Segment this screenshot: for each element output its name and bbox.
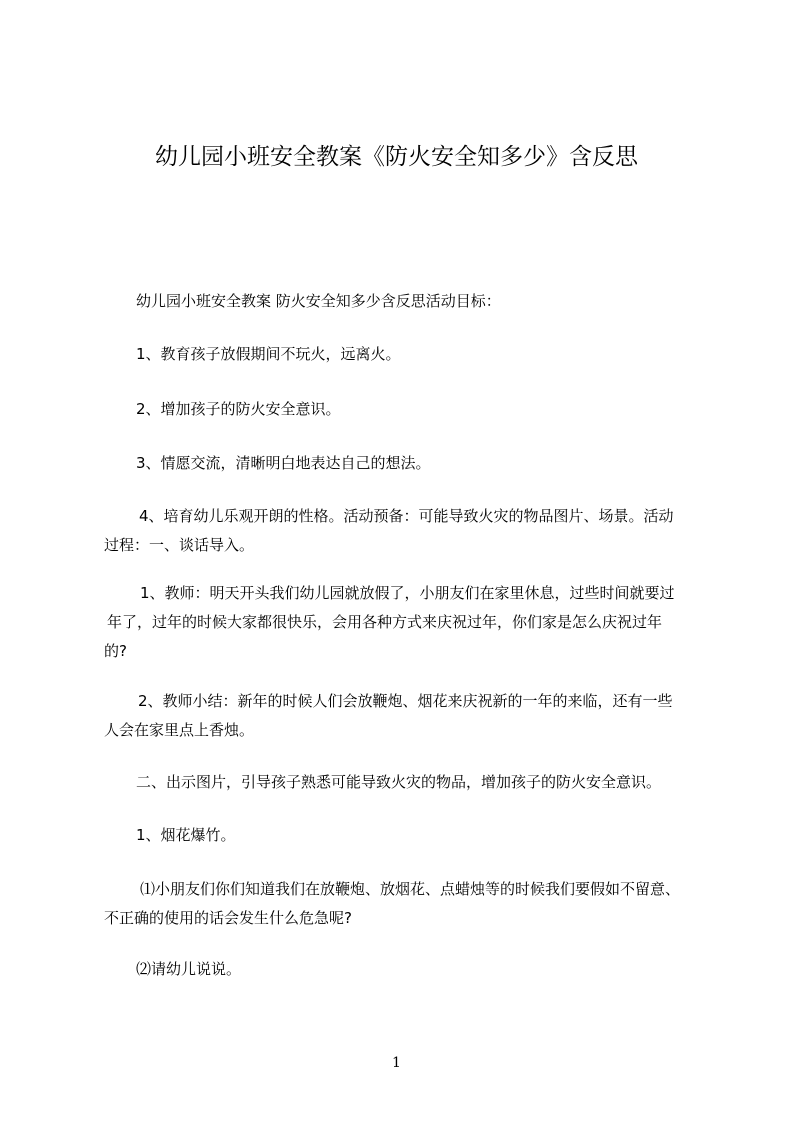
paragraph-line: ⑵请幼儿说说。	[136, 960, 242, 978]
paragraph-line: 4、培育幼儿乐观开朗的性格。活动预备：可能导致火灾的物品图片、场景。活动	[139, 507, 674, 525]
paragraph-line: 1、教育孩子放假期间不玩火，远离火。	[136, 345, 401, 363]
paragraph-line: ⑴小朋友们你们知道我们在放鞭炮、放烟花、点蜡烛等的时候我们要假如不留意、	[140, 880, 681, 898]
paragraph-line: 3、情愿交流，清晰明白地表达自己的想法。	[136, 454, 431, 472]
paragraph-teacher-intro	[104, 579, 675, 666]
paragraph-objective-3	[136, 449, 431, 478]
paragraph-line: 2、增加孩子的防火安全意识。	[136, 400, 341, 418]
paragraph-fireworks	[136, 821, 236, 850]
page-number: 1	[392, 1055, 401, 1071]
paragraph-section-two	[136, 768, 661, 797]
document-title: 幼儿园小班安全教案《防火安全知多少》含反思	[155, 144, 638, 170]
paragraph-line: 幼儿园小班安全教案 防火安全知多少含反思活动目标：	[136, 292, 501, 310]
paragraph-line: 1、教师：明天开头我们幼儿园就放假了，小朋友们在家里休息，过些时间就要过	[140, 584, 675, 602]
paragraph-teacher-summary	[104, 687, 673, 745]
paragraph-line: 二、出示图片，引导孩子熟悉可能导致火灾的物品，增加孩子的防火安全意识。	[136, 773, 662, 791]
paragraph-objective-4	[104, 502, 674, 560]
paragraph-question-1	[104, 875, 680, 933]
paragraph-line: 2、教师小结：新年的时候人们会放鞭炮、烟花来庆祝新的一年的来临，还有一些	[138, 692, 673, 710]
paragraph-line: 1、烟花爆竹。	[136, 826, 236, 844]
paragraph-line: 人会在家里点上香烛。	[104, 721, 255, 739]
paragraph-question-2	[136, 955, 241, 984]
paragraph-line: 年了，过年的时候大家都很快乐，会用各种方式来庆祝过年，你们家是怎么庆祝过年	[107, 613, 663, 631]
paragraph-objective-2	[136, 395, 341, 424]
paragraph-line: 的?	[104, 642, 127, 660]
paragraph-objectives-heading	[136, 287, 501, 316]
paragraph-objective-1	[136, 340, 401, 369]
paragraph-line: 过程：一、谈话导入。	[104, 536, 255, 554]
paragraph-line: 不正确的使用的话会发生什么危急呢?	[104, 909, 352, 927]
